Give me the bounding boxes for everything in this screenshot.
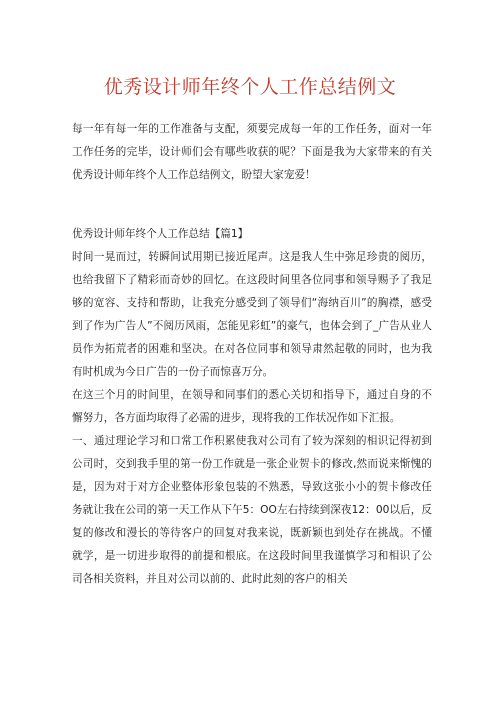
body-paragraph: 在这三个月的时间里，在领导和同事们的悉心关切和指导下，通过自身的不懈努力，各方面均取得了必需的进步，现将我的工作状况作如下汇报。: [72, 389, 432, 424]
body-paragraph: 时间一晃而过，转瞬间试用期已接近尾声。这是我人生中弥足珍贵的阅历，也给我留下了精彩而奇妙的回忆。在这段时间里各位同事和领导赐予了我足够的宽容、支持和帮助，让我充分感受到了领导们“海纳百川”的胸襟，感受到了作为广告人”不阅历风雨，怎能见彩虹”的豪气，也体会到了_广告从业人员作为拓荒者的困难和坚决。在对各位同事和领导肃然起敬的同时，也为我有时机成为今日广告的一份子而惊喜万分。: [72, 251, 432, 378]
main-body: [72, 246, 432, 591]
intro-paragraph: 每一年有每一年的工作准备与支配，须要完成每一年的工作任务，面对一年工作任务的完毕，设计师们会有哪些收获的呢？下面是我为大家带来的有关优秀设计师年终个人工作总结例文，盼望大家宠爱！: [72, 123, 432, 181]
section-heading: 优秀设计师年终个人工作总结【篇1】: [72, 228, 249, 240]
body-paragraph: 一、通过理论学习和口常工作积累使我对公司有了较为深刻的相识记得初到公司时，交到我手里的第一份工作就是一张企业贺卡的修改,然而说来惭愧的是，因为对于对方企业整体形象包装的不熟悉，导致这张小小的贺卡修改任务就让我在公司的第一天工作从下午5：OO左右持续到深夜12：00以后，反复的修改和漫长的等待客户的回复对我来说，既新颖也到处存在挑战。不懂就学，是一切进步取得的前提和根底。在这段时间里我谨慎学习和相识了公司各相关资料，并且对公司以前的、此时此刻的客户的相关: [72, 435, 432, 585]
document-title: 优秀设计师年终个人工作总结例文: [103, 76, 397, 98]
